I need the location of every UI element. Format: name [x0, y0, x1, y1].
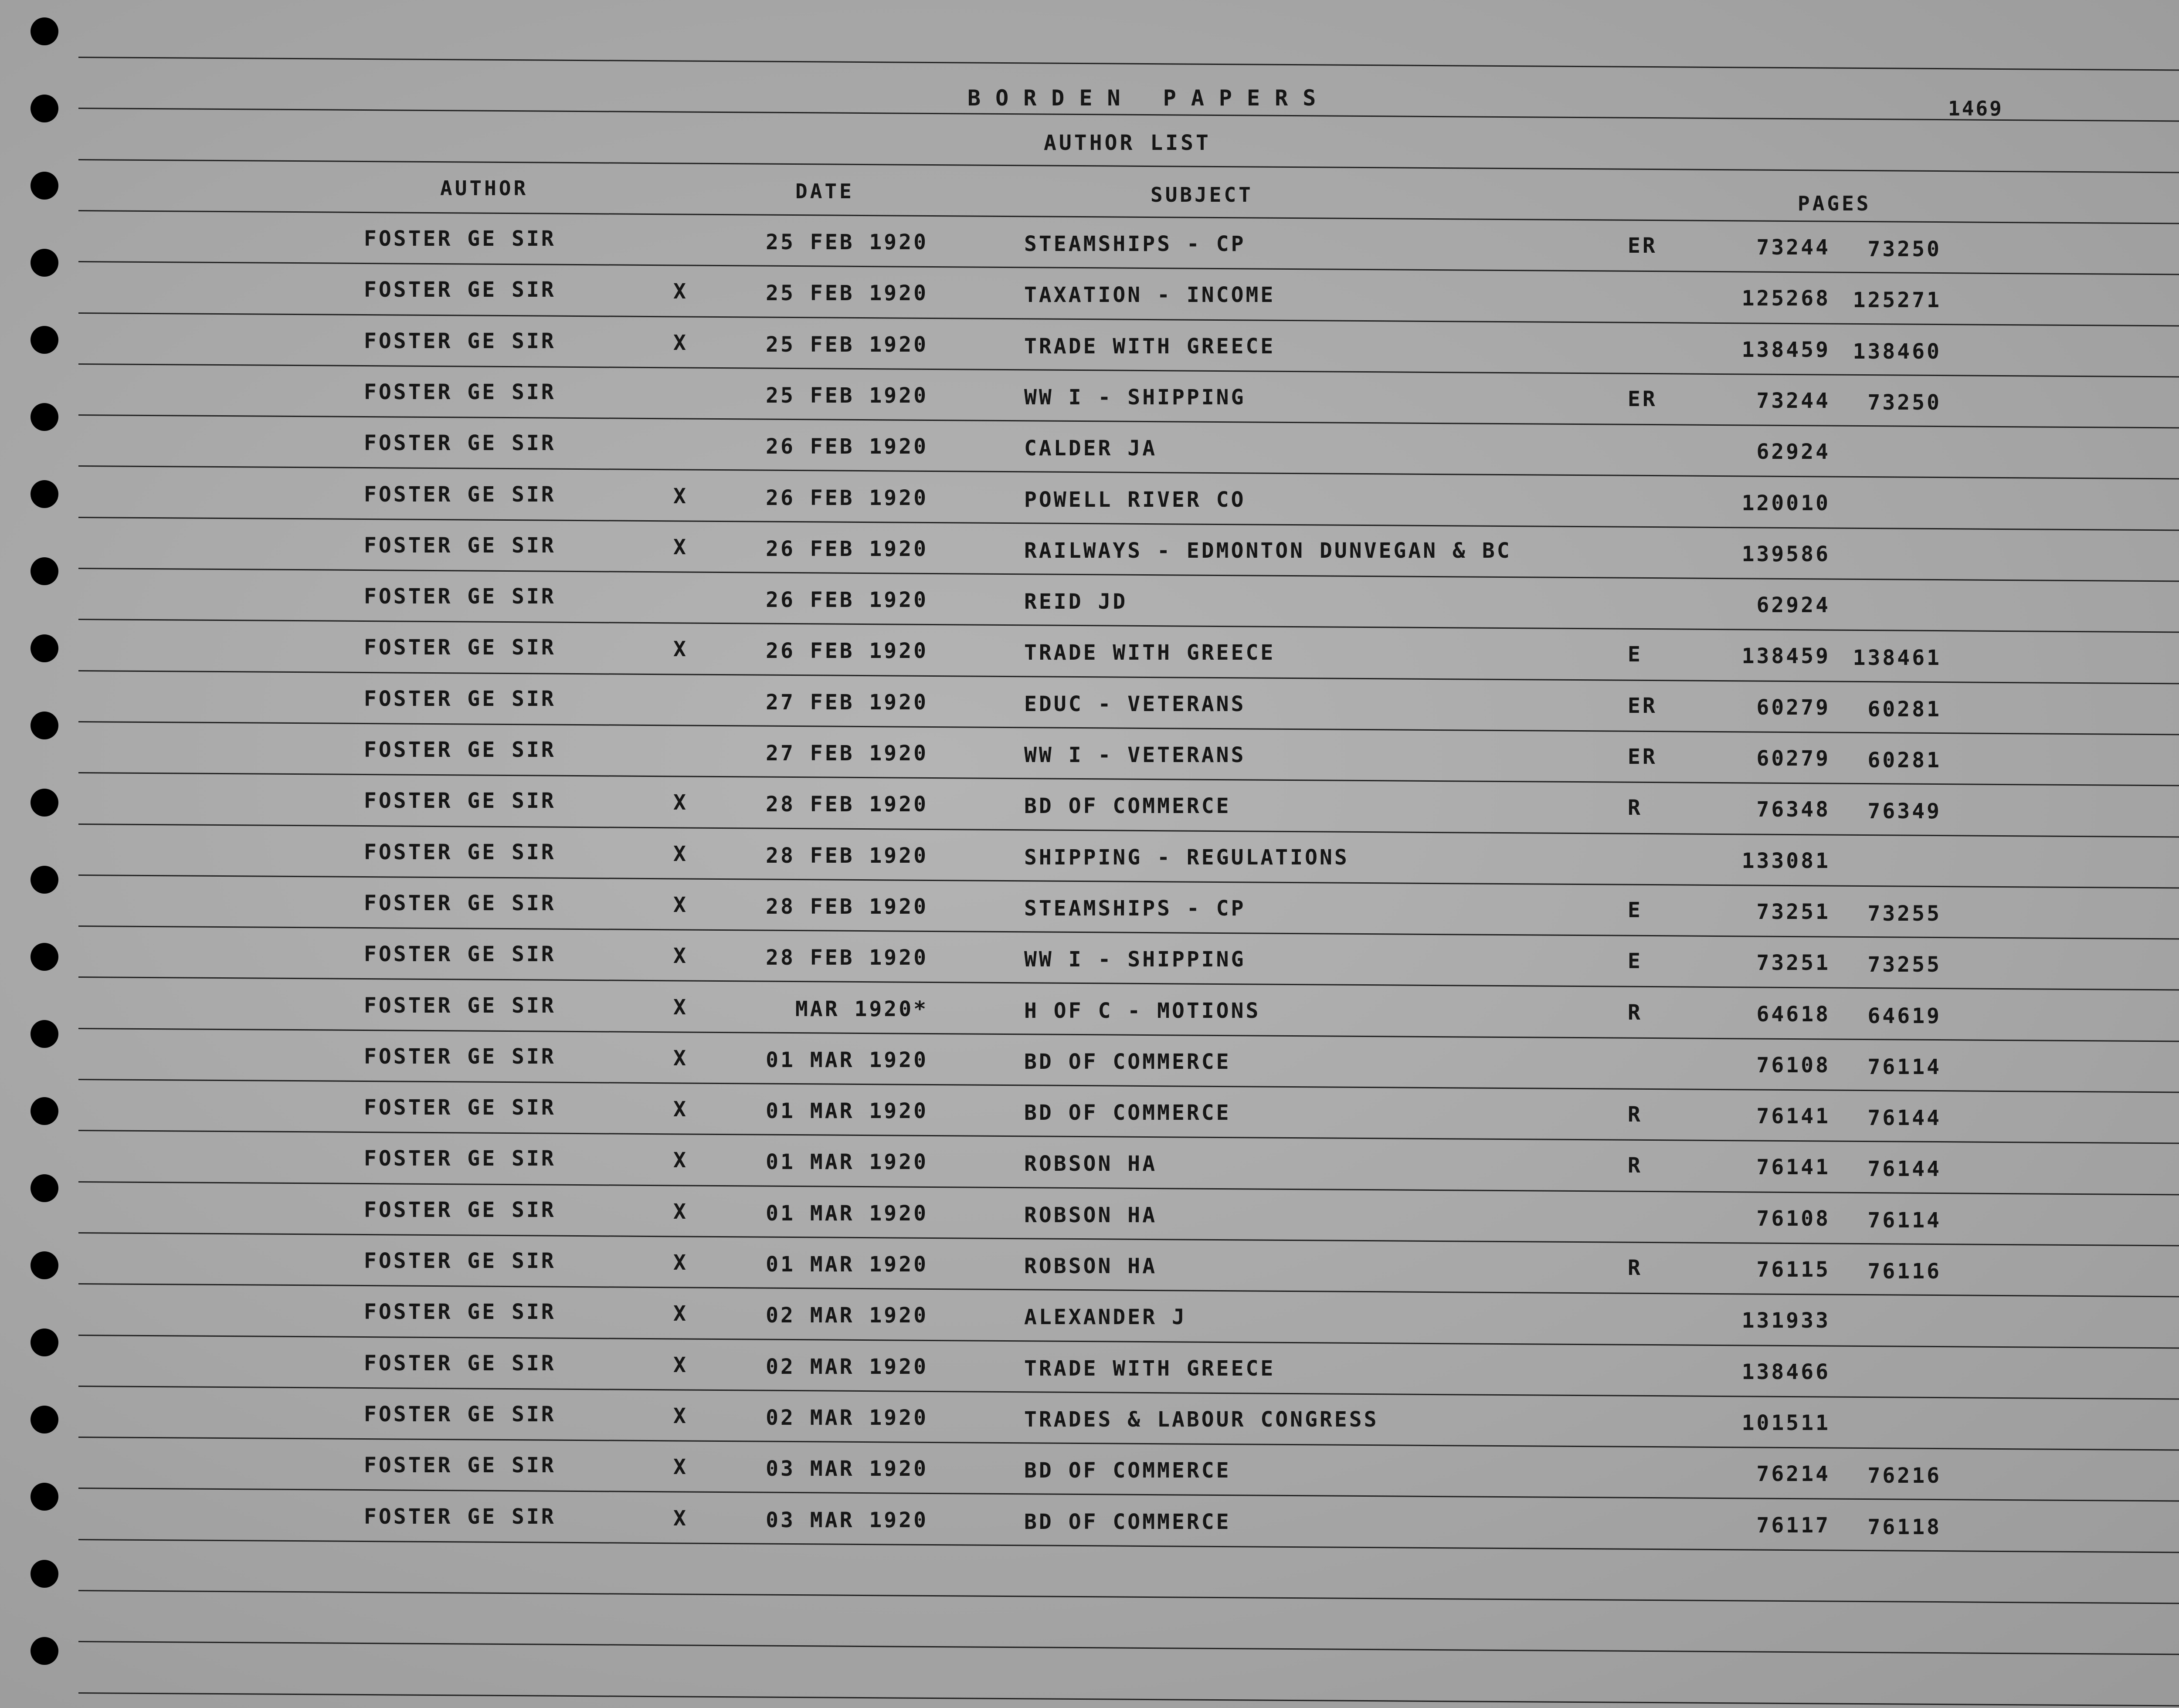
- table-row: [0, 1146, 2179, 1190]
- row-subject: BD OF COMMERCE: [1024, 1101, 1231, 1125]
- table-row: [0, 789, 2179, 832]
- column-header-pages: PAGES: [1798, 192, 1871, 215]
- row-subject: TRADE WITH GREECE: [1024, 334, 1276, 359]
- row-page-end: 76116: [1867, 1259, 1941, 1284]
- row-date: 02 MAR 1920: [766, 1405, 928, 1430]
- row-author: FOSTER GE SIR: [364, 1095, 556, 1120]
- row-subject: EDUC - VETERANS: [1024, 691, 1246, 716]
- row-mark: X: [673, 1352, 688, 1377]
- table-row: [0, 329, 2179, 373]
- row-mark: X: [673, 892, 688, 917]
- row-author: FOSTER GE SIR: [364, 431, 556, 456]
- row-mark: X: [673, 484, 688, 508]
- row-mark: X: [673, 841, 688, 866]
- row-author: FOSTER GE SIR: [364, 584, 556, 609]
- row-author: FOSTER GE SIR: [364, 942, 556, 967]
- column-header-subject: SUBJECT: [1151, 183, 1253, 207]
- ruled-line: [78, 57, 2179, 71]
- row-mark: X: [673, 1455, 688, 1480]
- row-page-start: 76348: [1756, 797, 1830, 822]
- ruled-line: [78, 159, 2179, 173]
- table-row: [0, 431, 2179, 474]
- row-author: FOSTER GE SIR: [364, 1044, 556, 1069]
- row-page-start: 76141: [1756, 1155, 1830, 1180]
- row-code: R: [1628, 1000, 1643, 1025]
- row-mark: X: [673, 944, 688, 969]
- row-date: 26 FEB 1920: [766, 485, 928, 510]
- row-author: FOSTER GE SIR: [364, 329, 556, 353]
- row-date: 28 FEB 1920: [766, 946, 928, 970]
- row-page-end: 64619: [1867, 1003, 1941, 1028]
- row-date: 26 FEB 1920: [766, 588, 928, 613]
- row-code: R: [1628, 1153, 1643, 1178]
- row-subject: ROBSON HA: [1024, 1203, 1157, 1227]
- row-mark: X: [673, 1301, 688, 1326]
- row-date: 25 FEB 1920: [766, 281, 928, 306]
- row-code: E: [1628, 642, 1643, 667]
- row-author: FOSTER GE SIR: [364, 1249, 556, 1273]
- row-author: FOSTER GE SIR: [364, 635, 556, 660]
- ruled-line: [78, 1692, 2179, 1707]
- row-author: FOSTER GE SIR: [364, 278, 556, 302]
- row-author: FOSTER GE SIR: [364, 482, 556, 507]
- row-subject: STEAMSHIPS - CP: [1024, 896, 1246, 921]
- row-page-end: 60281: [1867, 697, 1941, 722]
- row-date: MAR 1920*: [795, 996, 928, 1021]
- row-code: ER: [1628, 234, 1657, 258]
- row-subject: ROBSON HA: [1024, 1152, 1157, 1176]
- page-number: 1469: [1948, 97, 2003, 120]
- row-page-start: 73251: [1756, 899, 1830, 924]
- row-subject: ROBSON HA: [1024, 1254, 1157, 1278]
- row-subject: POWELL RIVER CO: [1024, 487, 1246, 512]
- table-row: [0, 687, 2179, 730]
- table-row: [0, 840, 2179, 884]
- row-author: FOSTER GE SIR: [364, 1197, 556, 1222]
- table-row: [0, 1095, 2179, 1139]
- row-mark: X: [673, 1250, 688, 1275]
- row-page-start: 76115: [1756, 1257, 1830, 1282]
- row-subject: TRADES & LABOUR CONGRESS: [1024, 1407, 1379, 1432]
- row-page-start: 131933: [1741, 1308, 1830, 1333]
- row-page-start: 76108: [1756, 1206, 1830, 1231]
- row-mark: X: [673, 1148, 688, 1173]
- row-code: E: [1628, 949, 1643, 974]
- row-page-start: 60279: [1756, 695, 1830, 720]
- row-author: FOSTER GE SIR: [364, 686, 556, 711]
- row-mark: X: [673, 279, 688, 304]
- feed-hole: [31, 1560, 58, 1588]
- row-subject: WW I - VETERANS: [1024, 743, 1246, 767]
- row-date: 01 MAR 1920: [766, 1047, 928, 1072]
- row-date: 27 FEB 1920: [766, 741, 928, 766]
- row-page-end: 76216: [1867, 1464, 1941, 1488]
- row-code: ER: [1628, 386, 1657, 411]
- row-date: 28 FEB 1920: [766, 843, 928, 868]
- row-code: ER: [1628, 745, 1657, 769]
- table-row: [0, 278, 2179, 321]
- row-subject: REID JD: [1024, 590, 1128, 614]
- row-subject: TRADE WITH GREECE: [1024, 1356, 1276, 1381]
- table-row: [0, 942, 2179, 986]
- row-date: 01 MAR 1920: [766, 1201, 928, 1226]
- row-date: 01 MAR 1920: [766, 1099, 928, 1124]
- row-author: FOSTER GE SIR: [364, 840, 556, 864]
- row-page-start: 60279: [1756, 746, 1830, 771]
- row-code: E: [1628, 898, 1643, 922]
- column-header-author: AUTHOR: [440, 176, 529, 200]
- row-page-start: 139586: [1741, 542, 1830, 566]
- row-subject: SHIPPING - REGULATIONS: [1024, 845, 1349, 870]
- row-page-start: 120010: [1741, 491, 1830, 515]
- list-subtitle: AUTHOR LIST: [1044, 131, 1211, 155]
- row-subject: ALEXANDER J: [1024, 1305, 1187, 1330]
- feed-hole: [31, 172, 58, 200]
- row-date: 26 FEB 1920: [766, 434, 928, 459]
- feed-hole: [31, 17, 58, 45]
- row-date: 03 MAR 1920: [766, 1508, 928, 1532]
- row-author: FOSTER GE SIR: [364, 891, 556, 915]
- row-page-end: 76144: [1867, 1157, 1941, 1182]
- row-page-start: 62924: [1756, 593, 1830, 618]
- table-row: [0, 1351, 2179, 1395]
- row-date: 25 FEB 1920: [766, 383, 928, 408]
- row-page-start: 138459: [1741, 337, 1830, 362]
- table-row: [0, 380, 2179, 424]
- row-mark: X: [673, 637, 688, 662]
- table-row: [0, 1198, 2179, 1241]
- row-date: 27 FEB 1920: [766, 690, 928, 715]
- table-row: [0, 1453, 2179, 1497]
- row-date: 25 FEB 1920: [766, 230, 928, 254]
- row-mark: X: [673, 1403, 688, 1428]
- column-header-date: DATE: [795, 180, 854, 203]
- row-author: FOSTER GE SIR: [364, 380, 556, 404]
- row-date: 26 FEB 1920: [766, 536, 928, 561]
- row-mark: X: [673, 1046, 688, 1071]
- row-code: ER: [1628, 693, 1657, 718]
- table-row: [0, 533, 2179, 577]
- table-row: [0, 1300, 2179, 1343]
- row-page-end: 138460: [1853, 339, 1941, 364]
- row-page-end: 76118: [1867, 1515, 1941, 1539]
- table-row: [0, 584, 2179, 628]
- row-subject: TAXATION - INCOME: [1024, 283, 1276, 308]
- row-subject: BD OF COMMERCE: [1024, 794, 1231, 819]
- table-row: [0, 891, 2179, 935]
- row-mark: X: [673, 1199, 688, 1224]
- table-row: [0, 227, 2179, 270]
- row-author: FOSTER GE SIR: [364, 993, 556, 1018]
- table-row: [0, 635, 2179, 679]
- row-page-end: 73250: [1867, 237, 1941, 261]
- row-page-end: 73255: [1867, 901, 1941, 926]
- feed-hole: [31, 95, 58, 122]
- row-page-start: 73244: [1756, 388, 1830, 413]
- row-page-start: 64618: [1756, 1002, 1830, 1027]
- row-author: FOSTER GE SIR: [364, 227, 556, 251]
- row-subject: RAILWAYS - EDMONTON DUNVEGAN & BC: [1024, 538, 1512, 563]
- row-subject: STEAMSHIPS - CP: [1024, 232, 1246, 256]
- row-date: 01 MAR 1920: [766, 1150, 928, 1175]
- row-code: R: [1628, 1102, 1643, 1127]
- row-author: FOSTER GE SIR: [364, 1146, 556, 1171]
- row-page-start: 62924: [1756, 440, 1830, 464]
- row-author: FOSTER GE SIR: [364, 1351, 556, 1376]
- row-page-start: 138466: [1741, 1359, 1830, 1384]
- document-title: BORDEN PAPERS: [967, 85, 1331, 111]
- row-author: FOSTER GE SIR: [364, 1402, 556, 1427]
- row-page-end: 76349: [1867, 799, 1941, 824]
- row-page-end: 73255: [1867, 952, 1941, 977]
- row-page-end: 76114: [1867, 1054, 1941, 1079]
- row-page-end: 76144: [1867, 1106, 1941, 1131]
- row-page-start: 76141: [1756, 1104, 1830, 1129]
- table-row: [0, 1505, 2179, 1548]
- row-code: R: [1628, 1256, 1643, 1280]
- row-mark: X: [673, 535, 688, 559]
- row-date: 28 FEB 1920: [766, 792, 928, 817]
- row-date: 01 MAR 1920: [766, 1252, 928, 1277]
- row-date: 02 MAR 1920: [766, 1303, 928, 1328]
- table-row: [0, 738, 2179, 781]
- ruled-line: [78, 1641, 2179, 1655]
- row-author: FOSTER GE SIR: [364, 1453, 556, 1478]
- row-page-end: 138461: [1853, 646, 1941, 671]
- row-page-start: 73251: [1756, 951, 1830, 976]
- table-row: [0, 482, 2179, 526]
- row-page-end: 76114: [1867, 1208, 1941, 1233]
- row-mark: X: [673, 995, 688, 1020]
- row-mark: X: [673, 330, 688, 355]
- row-page-start: 76108: [1756, 1053, 1830, 1078]
- row-mark: X: [673, 1506, 688, 1531]
- row-page-start: 101511: [1741, 1410, 1830, 1435]
- table-row: [0, 993, 2179, 1037]
- row-subject: H OF C - MOTIONS: [1024, 998, 1261, 1023]
- row-page-end: 73250: [1867, 390, 1941, 415]
- row-page-start: 73244: [1756, 235, 1830, 260]
- row-page-start: 76214: [1756, 1462, 1830, 1487]
- row-subject: BD OF COMMERCE: [1024, 1049, 1231, 1074]
- row-author: FOSTER GE SIR: [364, 1504, 556, 1529]
- row-author: FOSTER GE SIR: [364, 789, 556, 813]
- row-author: FOSTER GE SIR: [364, 1300, 556, 1325]
- row-subject: WW I - SHIPPING: [1024, 947, 1246, 972]
- row-page-start: 76117: [1756, 1513, 1830, 1538]
- row-page-start: 133081: [1741, 848, 1830, 873]
- row-page-end: 60281: [1867, 748, 1941, 773]
- row-mark: X: [673, 790, 688, 815]
- table-row: [0, 1044, 2179, 1088]
- row-date: 03 MAR 1920: [766, 1457, 928, 1481]
- row-author: FOSTER GE SIR: [364, 533, 556, 558]
- table-row: [0, 1249, 2179, 1292]
- row-subject: CALDER JA: [1024, 436, 1157, 461]
- row-page-end: 125271: [1853, 288, 1941, 313]
- feed-hole: [31, 1637, 58, 1665]
- row-date: 25 FEB 1920: [766, 332, 928, 357]
- row-subject: WW I - SHIPPING: [1024, 385, 1246, 410]
- row-mark: X: [673, 1097, 688, 1122]
- row-subject: TRADE WITH GREECE: [1024, 640, 1276, 665]
- row-code: R: [1628, 796, 1643, 820]
- row-date: 02 MAR 1920: [766, 1354, 928, 1379]
- row-subject: BD OF COMMERCE: [1024, 1509, 1231, 1534]
- row-author: FOSTER GE SIR: [364, 738, 556, 762]
- row-date: 28 FEB 1920: [766, 894, 928, 919]
- table-row: [0, 1402, 2179, 1446]
- row-date: 26 FEB 1920: [766, 639, 928, 664]
- row-subject: BD OF COMMERCE: [1024, 1458, 1231, 1483]
- row-page-start: 125268: [1741, 286, 1830, 311]
- row-page-start: 138459: [1741, 644, 1830, 669]
- ruled-line: [78, 1590, 2179, 1604]
